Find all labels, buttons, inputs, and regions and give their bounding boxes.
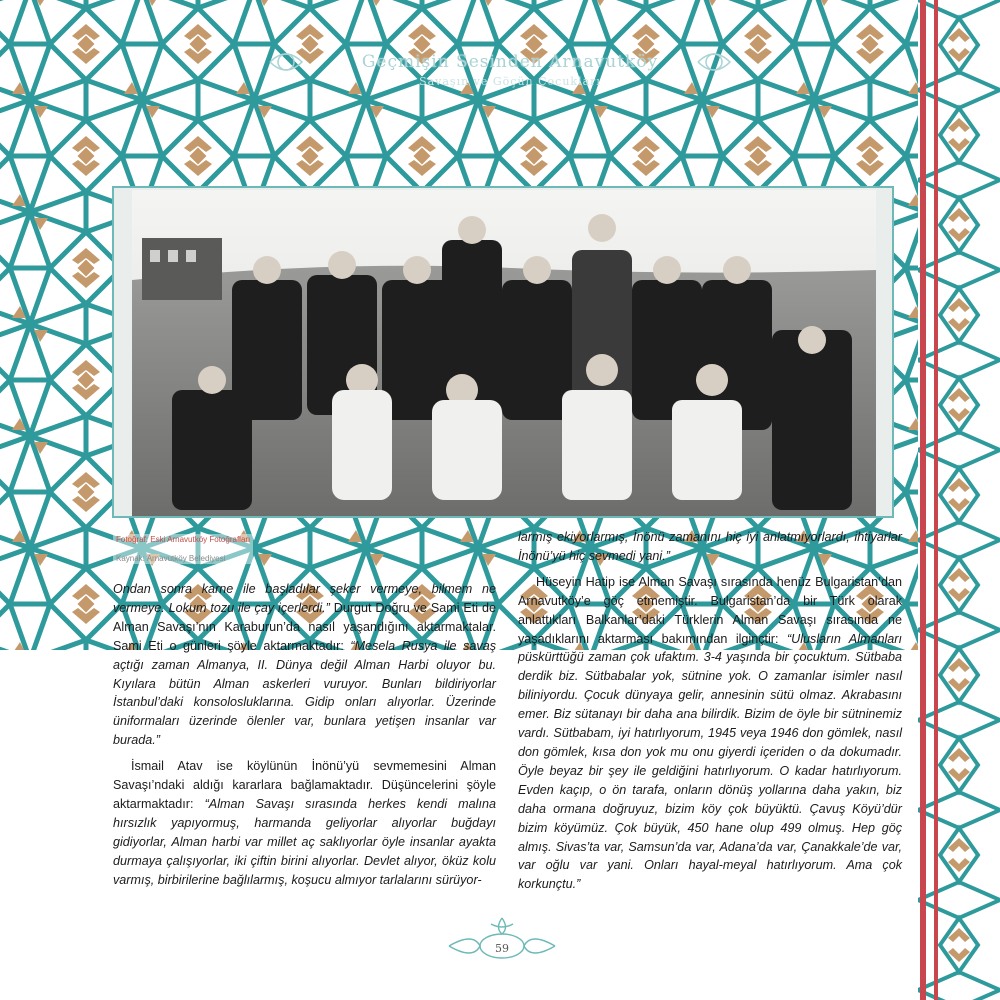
paragraph (113, 580, 496, 750)
photo-frame (112, 186, 894, 518)
red-border-line-outer (920, 0, 926, 1000)
body-text: Hüseyin Hatip ise Alman Savaşı sırasında henüz Bulgaristan’dan Arnavutköy’e göç etmemiştir. Bulgaristan’da bir Türk olarak anlattıkları Balkanlar’daki Türklerin Alman Savaşı sırasında ne yaşadıklarını aktarması bakımından ilginçtir: (518, 574, 902, 646)
quote-text: larmış ekiyorlarmış, İnönü zamanını hiç iyi anlatmıyorlardı, ihtiyarlar İnönü’yü hiç sevmedi yani.” (518, 530, 902, 563)
photo-caption (113, 534, 253, 564)
paragraph (518, 573, 902, 894)
quote-text: “Ulusların Almanları püskürttüğü zaman çok ufaktım. 3-4 yaşında bir çocuktum. Sütbaba derdik biz. Sütbabalar yok, sütnine yok. O zamanlar isimler nasıl biliniyordu. Çocuk dünyaya gelir, annesinin sütü olmaz. Akrabasını emer. Biz sütanayı bir daha ana bilirdik. Bizim de öyle bir sütninemiz vardı. Sütbabam, iyi hatırlıyorum, 1945 veya 1946 don gömlek, nasıl don gömlek, kısa don yok mu onu giyerdi içeriden o da dokumadır. Öyle beyaz bir şey ile geldiğini hatırlıyorum. O kadar hatırlıyorum. Evden kaçıp, o ön tarafa, onların dönüş yollarına daha yakın, biz daha ormana doğruyuz, bizim köy çok büyüktü. Çavuş Köyü’dür bizim köyümüz. Çok büyük, 450 hane olup 499 olmuş. Hep göç almış. Sivas’ta var, Samsun’da var, Adana’da var, Çanakkale’de var, var oğlu var yani. Onları hayal-meyal hatırlıyorum. Ama çok korkunçtu.” (518, 631, 903, 892)
photo-caption-source: Kaynak: Arnavutköy Belediyesi (116, 554, 226, 563)
quote-text: “Mesela Rusya ile savaş açtığı zaman Almanya, II. Dünya değil Alman Harbi oluyor bu. Kıyılara bütün Alman askerleri vuruyor. Bunları bildiriyorlar İstanbul’daki konsolosluklarına. Gidip onları alıyorlar. Üzerinde üniformaları üzerinde ölenler var, bunlara yetişen insanlar var burada.” (113, 638, 496, 748)
paragraph (518, 528, 902, 566)
right-edge-pattern (918, 0, 1000, 1000)
photo-caption-title: Fotoğraf: Eski Arnavutköy Fotoğrafları (116, 535, 251, 544)
page-ornament-icon (443, 914, 561, 966)
running-header-subtitle: Savaşın ve Göçün Çocukları (419, 75, 601, 88)
quote-text: Ondan sonra karne ile başladılar şeker vermeye, bilmem ne vermeye. Lokum tozu ile çay içerlerdi.” (113, 582, 496, 615)
header-ornament-icon (268, 44, 304, 85)
running-header-title: Geçmişin Sesinden Arnavutköy (361, 52, 659, 72)
class-photograph (132, 190, 876, 516)
page-number: 59 (495, 942, 509, 955)
red-border-line-inner (934, 0, 938, 1000)
body-text: Durgut Doğru ve Sami Eti de Alman Savaşı’nın Karaburun’da nasıl yaşandığını aktarmaktalar. Sami Eti o günleri şöyle aktarmaktadır: (113, 600, 496, 653)
body-text: İsmail Atav ise köylünün İnönü’yü sevmemesini Alman Savaşı’ndaki aldığı kararlara bağlamaktadır. Düşüncelerini şöyle aktarmaktadır: (113, 759, 496, 811)
quote-text: “Alman Savaşı sırasında herkes kendi malına hırsızlık yapıyormuş, harmanda geliyorlar alıyorlar buğdayı gidiyorlar, Alman harbi var millet aç saklıyorlar öyle insanlar ayakta durmaya çalışıyorlar, iki çiftin birini alıyorlar. Devlet alıyor, öküz kolu varmış, birbirilerine bağlılarmış, koşucu almıyor tarlalarını sürüyor- (113, 796, 496, 887)
page-number-ornament (443, 914, 561, 966)
text-column-right (518, 528, 902, 894)
text-column-left (113, 580, 496, 890)
paragraph (113, 757, 496, 889)
